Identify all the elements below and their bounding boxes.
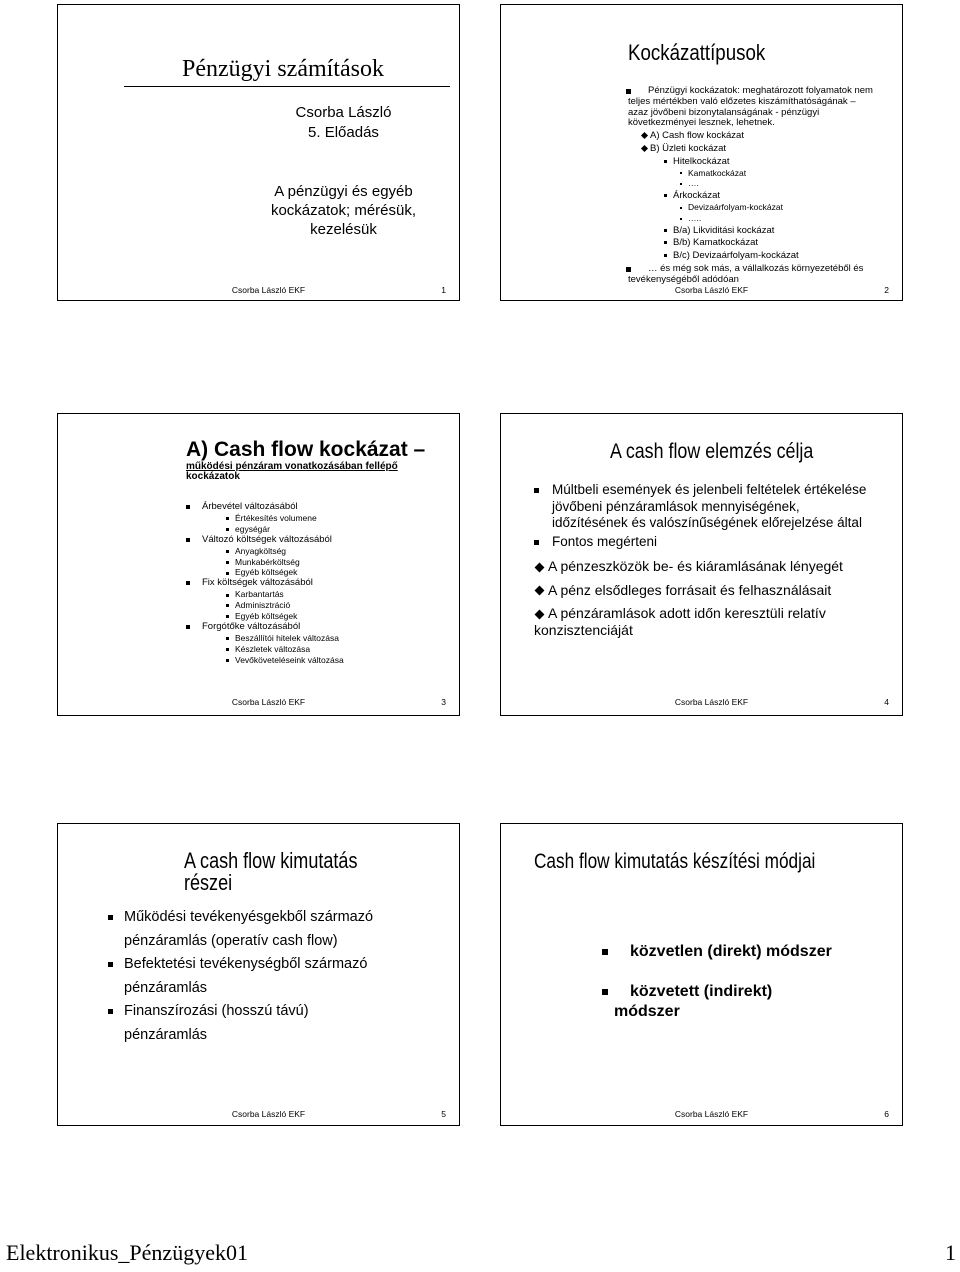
list-item: [186, 535, 486, 546]
slide-body: [534, 482, 884, 638]
item-label: közvetett (indirekt): [630, 983, 773, 1000]
footer-text: Csorba László EKF: [231, 285, 306, 295]
slide-number: 5: [441, 1109, 446, 1119]
slide-title: [628, 40, 789, 66]
bullet-diamond-icon: [535, 586, 545, 596]
item-label: Karbantartás: [235, 589, 284, 600]
text-line: Pénzügyi kockázatok: meghatározott folyamatok nem: [648, 85, 873, 96]
list-item: [628, 157, 898, 168]
text-line: Múltbeli események és jelenbeli feltételek értékelése: [552, 482, 867, 497]
slide-title-text: A cash flow kimutatás: [184, 848, 358, 873]
bullet-square-icon: [226, 550, 229, 553]
text-line: jövőbeni pénzáramlások mennyiségének,: [552, 498, 800, 514]
bullet-square-icon: [226, 594, 229, 597]
slide-number: 1: [441, 285, 446, 295]
bullet-square-icon: [534, 488, 539, 493]
item-label: A pénz elsődleges forrásait és felhasználásait: [548, 581, 832, 598]
bullet-square-icon: [226, 659, 229, 662]
bullet-square-icon: [534, 540, 539, 545]
page-number: 1: [945, 1240, 956, 1265]
bullet-square-icon: [680, 172, 682, 174]
slide-subtitle: [57, 182, 460, 239]
list-item: [186, 589, 486, 600]
bullet-square-icon: [186, 505, 190, 509]
slide-body: [108, 906, 428, 1047]
item-label: B/a) Likviditási kockázat: [673, 224, 775, 236]
list-item: [186, 546, 486, 557]
slide-body: [628, 86, 898, 286]
item-label: Kamatkockázat: [688, 167, 747, 178]
list-item: [534, 482, 884, 532]
bullet-square-icon: [226, 561, 229, 564]
item-label: A) Cash flow kockázat: [650, 130, 744, 142]
list-item: [108, 953, 428, 977]
footer-text: Csorba László EKF: [231, 1109, 306, 1119]
slide-title-text: részei: [184, 870, 233, 895]
text-line: konzisztenciáját: [534, 621, 633, 638]
slide-number: 4: [884, 697, 889, 707]
list-item: [186, 622, 486, 633]
bullet-square-icon: [186, 625, 190, 629]
list-item: [534, 605, 884, 622]
slide-body: [186, 502, 486, 666]
subtitle-line: kockázatok: [186, 471, 240, 482]
slide-number: 6: [884, 1109, 889, 1119]
item-label: Finanszírozási (hosszú távú): [124, 1003, 309, 1019]
item-label: B/b) Kamatkockázat: [673, 237, 759, 249]
list-item: [628, 86, 898, 97]
footer-text: Csorba László EKF: [231, 697, 306, 707]
slide-number: 2: [884, 285, 889, 295]
item-label: egységár: [235, 523, 270, 534]
bullet-square-icon: [602, 989, 608, 995]
text-line: teljes mértékben való előzetes kiszámíthatóságának –: [628, 95, 856, 107]
subtitle-line: kezelésük: [310, 221, 377, 238]
bullet-square-icon: [664, 160, 667, 163]
bullet-square-icon: [626, 89, 631, 94]
list-item: [628, 168, 898, 179]
slide-author: Csorba László: [295, 104, 392, 121]
item-label: B) Üzleti kockázat: [650, 142, 727, 154]
bullet-square-icon: [602, 949, 608, 955]
slide-lecture: 5. Előadás: [308, 124, 379, 141]
text-line: Fontos megérteni: [552, 533, 658, 549]
list-item: [186, 502, 486, 513]
list-item: [186, 655, 486, 666]
slide-title: [184, 850, 396, 894]
item-label: Munkabérköltség: [235, 556, 300, 567]
bullet-diamond-icon: [641, 145, 648, 152]
bullet-square-icon: [108, 915, 113, 920]
list-item: [628, 213, 898, 224]
bullet-square-icon: [108, 1009, 113, 1014]
slide-1: [57, 4, 460, 301]
list-item: [628, 144, 898, 155]
list-item: [108, 1000, 428, 1024]
list-item: [628, 226, 898, 237]
list-item: [534, 558, 884, 575]
list-item: [628, 131, 898, 142]
list-item: [628, 264, 898, 275]
bullet-square-icon: [664, 194, 667, 197]
subtitle-line: kockázatok; mérésük,: [270, 202, 417, 219]
bullet-square-icon: [226, 615, 229, 618]
slide-title: [186, 440, 426, 482]
bullet-square-icon: [186, 581, 190, 585]
list-item: [534, 582, 884, 599]
slide-subtitle: [186, 462, 426, 482]
bullet-square-icon: [664, 241, 667, 244]
subtitle-line: működési pénzáram vonatkozásában fellépő: [186, 461, 398, 472]
text-line: azaz jövőbeni bizonytalanságának - pénzügyi: [628, 106, 820, 118]
list-item: [534, 534, 884, 551]
bullet-square-icon: [226, 648, 229, 651]
slide-body: [614, 942, 900, 1022]
bullet-square-icon: [226, 572, 229, 575]
footer-text: Csorba László EKF: [674, 1109, 749, 1119]
list-item: [630, 942, 900, 962]
bullet-square-icon: [626, 267, 631, 272]
item-label: közvetlen (direkt) módszer: [630, 943, 832, 960]
item-label: …..: [688, 212, 702, 223]
text-line: következményei lesznek, lehetnek.: [628, 117, 775, 129]
item-label: Készletek változása: [235, 643, 311, 654]
item-label: Egyéb költségek: [235, 611, 298, 622]
item-label: Változó költségek változásából: [202, 533, 332, 545]
item-label: Adminisztráció: [235, 600, 291, 611]
list-item: [186, 513, 486, 524]
item-label: Devizaárfolyam-kockázat: [688, 201, 783, 212]
text-line: módszer: [614, 1003, 680, 1020]
text-line: pénzáramlás: [124, 979, 208, 996]
item-label: B/c) Devizaárfolyam-kockázat: [673, 250, 799, 262]
bullet-diamond-icon: [535, 609, 545, 619]
item-label: Befektetési tevékenységből származó: [124, 956, 368, 972]
item-label: Árbevétel változásából: [202, 501, 298, 512]
footer-text: Csorba László EKF: [674, 285, 749, 295]
slide-title-text: Kockázattípusok: [628, 40, 766, 65]
bullet-diamond-icon: [641, 132, 648, 139]
bullet-square-icon: [226, 604, 229, 607]
bullet-diamond-icon: [535, 562, 545, 572]
list-item: [628, 202, 898, 213]
item-label: Beszállítói hitelek változása: [235, 632, 339, 643]
item-label: Forgótőke változásából: [202, 620, 301, 632]
slide-number: 3: [441, 697, 446, 707]
item-label: Egyéb költségek: [235, 567, 298, 578]
bullet-square-icon: [664, 229, 667, 232]
bullet-square-icon: [680, 207, 682, 209]
list-item: [186, 600, 486, 611]
text-line: pénzáramlás (operatív cash flow): [124, 932, 338, 949]
slide-title-text: A) Cash flow kockázat –: [186, 438, 426, 461]
item-label: Hitelkockázat: [673, 155, 730, 167]
bullet-square-icon: [186, 538, 190, 542]
list-item: [628, 251, 898, 262]
slide-title: Pénzügyi számítások: [124, 56, 450, 87]
list-item: [630, 982, 900, 1002]
list-item: [186, 644, 486, 655]
slide-title: [534, 850, 877, 874]
list-item: [628, 191, 898, 202]
item-label: Árkockázat: [673, 190, 720, 202]
bullet-square-icon: [226, 637, 229, 640]
text-line: tevékenységéből adódóan: [628, 273, 739, 285]
bullet-square-icon: [680, 218, 682, 220]
slide-title-text: Cash flow kimutatás készítési módjai: [534, 850, 816, 873]
list-item: [186, 633, 486, 644]
slide-title: [500, 440, 903, 464]
slide-title-text: A cash flow elemzés célja: [609, 440, 814, 463]
text-line: időzítésének és valószínűségének előrejelzése által: [552, 515, 862, 530]
item-label: Működési tevékenyésgekből származó: [124, 909, 374, 925]
item-label: Fix költségek változásából: [202, 577, 313, 589]
footer-text: Csorba László EKF: [674, 697, 749, 707]
item-label: Anyagköltség: [235, 545, 287, 556]
bullet-square-icon: [108, 962, 113, 967]
bullet-square-icon: [226, 517, 229, 520]
list-item: [186, 578, 486, 589]
item-label: A pénzeszközök be- és kiáramlásának lényegét: [548, 558, 843, 574]
bullet-square-icon: [226, 528, 229, 531]
item-label: A pénzáramlások adott időn keresztüli relatív: [548, 605, 826, 621]
text-line: pénzáramlás: [124, 1026, 208, 1043]
list-item: [628, 238, 898, 249]
text-line: … és még sok más, a vállalkozás környezetéből és: [648, 262, 864, 274]
subtitle-line: A pénzügyi és egyéb: [274, 183, 413, 200]
item-label: ….: [688, 178, 699, 189]
list-item: [628, 178, 898, 189]
item-label: Értékesítés volumene: [235, 512, 317, 523]
item-label: Vevőköveteléseink változása: [235, 654, 344, 665]
document-name: Elektronikus_Pénzügyek01: [6, 1240, 248, 1265]
list-item: [186, 557, 486, 568]
bullet-square-icon: [664, 254, 667, 257]
bullet-square-icon: [680, 183, 682, 185]
list-item: [108, 906, 428, 930]
